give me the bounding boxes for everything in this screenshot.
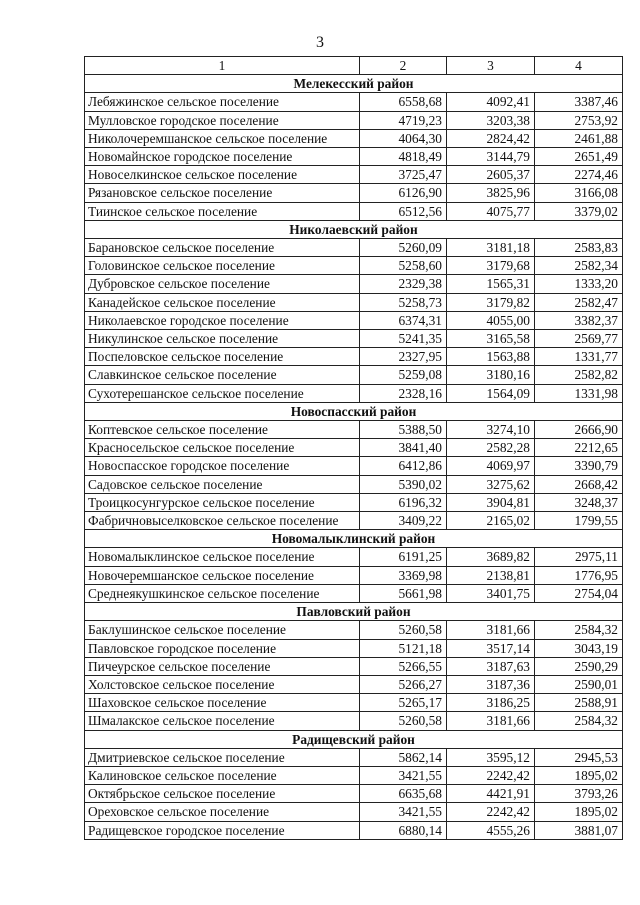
value-col-4: 2584,32 xyxy=(535,621,623,639)
settlement-name: Дмитриевское сельское поселение xyxy=(85,748,360,766)
value-col-3: 3187,63 xyxy=(447,657,535,675)
value-col-4: 2945,53 xyxy=(535,748,623,766)
value-col-3: 2605,37 xyxy=(447,166,535,184)
value-col-3: 1564,09 xyxy=(447,384,535,402)
settlement-name: Рязановское сельское поселение xyxy=(85,184,360,202)
value-col-4: 1895,02 xyxy=(535,766,623,784)
value-col-4: 2461,88 xyxy=(535,129,623,147)
value-col-4: 2753,92 xyxy=(535,111,623,129)
value-col-4: 2651,49 xyxy=(535,148,623,166)
table-row xyxy=(85,766,623,784)
value-col-3: 3517,14 xyxy=(447,639,535,657)
value-col-4: 2583,83 xyxy=(535,239,623,257)
table-row xyxy=(85,548,623,566)
district-header-row xyxy=(85,730,623,748)
value-col-2: 4719,23 xyxy=(360,111,447,129)
table-row xyxy=(85,439,623,457)
value-col-4: 2975,11 xyxy=(535,548,623,566)
value-col-2: 5260,09 xyxy=(360,239,447,257)
allocation-table xyxy=(84,56,623,840)
value-col-3: 2824,42 xyxy=(447,129,535,147)
table-row xyxy=(85,293,623,311)
value-col-4: 1776,95 xyxy=(535,566,623,584)
settlement-name: Новочеремшанское сельское поселение xyxy=(85,566,360,584)
settlement-name: Калиновское сельское поселение xyxy=(85,766,360,784)
table-row xyxy=(85,148,623,166)
district-name: Новоспасский район xyxy=(85,402,623,420)
table-row xyxy=(85,421,623,439)
value-col-4: 2212,65 xyxy=(535,439,623,457)
value-col-3: 3274,10 xyxy=(447,421,535,439)
column-header-1: 1 xyxy=(85,57,360,75)
table-row xyxy=(85,821,623,839)
value-col-2: 5258,60 xyxy=(360,257,447,275)
value-col-2: 3725,47 xyxy=(360,166,447,184)
district-header-row xyxy=(85,603,623,621)
table-row xyxy=(85,129,623,147)
table-row xyxy=(85,257,623,275)
settlement-name: Славкинское сельское поселение xyxy=(85,366,360,384)
settlement-name: Тиинское сельское поселение xyxy=(85,202,360,220)
value-col-2: 5390,02 xyxy=(360,475,447,493)
value-col-2: 5260,58 xyxy=(360,712,447,730)
table-row xyxy=(85,202,623,220)
settlement-name: Николаевское городское поселение xyxy=(85,311,360,329)
value-col-2: 6880,14 xyxy=(360,821,447,839)
table-row xyxy=(85,694,623,712)
value-col-2: 5260,58 xyxy=(360,621,447,639)
value-col-4: 1331,98 xyxy=(535,384,623,402)
value-col-4: 2569,77 xyxy=(535,330,623,348)
table-row xyxy=(85,584,623,602)
value-col-2: 5258,73 xyxy=(360,293,447,311)
value-col-2: 5265,17 xyxy=(360,694,447,712)
value-col-4: 3248,37 xyxy=(535,493,623,511)
value-col-2: 6412,86 xyxy=(360,457,447,475)
settlement-name: Шмалакское сельское поселение xyxy=(85,712,360,730)
value-col-2: 2329,38 xyxy=(360,275,447,293)
value-col-3: 3144,79 xyxy=(447,148,535,166)
value-col-2: 5259,08 xyxy=(360,366,447,384)
value-col-2: 3841,40 xyxy=(360,439,447,457)
settlement-name: Троицкосунгурское сельское поселение xyxy=(85,493,360,511)
value-col-4: 3382,37 xyxy=(535,311,623,329)
district-header-row xyxy=(85,402,623,420)
value-col-4: 3793,26 xyxy=(535,785,623,803)
value-col-4: 3043,19 xyxy=(535,639,623,657)
value-col-4: 3881,07 xyxy=(535,821,623,839)
header-row xyxy=(85,57,623,75)
value-col-3: 3165,58 xyxy=(447,330,535,348)
value-col-4: 2582,34 xyxy=(535,257,623,275)
district-name: Новомалыклинский район xyxy=(85,530,623,548)
district-name: Радищевский район xyxy=(85,730,623,748)
value-col-2: 5266,27 xyxy=(360,675,447,693)
value-col-4: 2590,01 xyxy=(535,675,623,693)
table-row xyxy=(85,566,623,584)
settlement-name: Коптевское сельское поселение xyxy=(85,421,360,439)
value-col-3: 4075,77 xyxy=(447,202,535,220)
value-col-2: 5661,98 xyxy=(360,584,447,602)
value-col-3: 3595,12 xyxy=(447,748,535,766)
table-row xyxy=(85,512,623,530)
value-col-3: 2242,42 xyxy=(447,803,535,821)
settlement-name: Пичеурское сельское поселение xyxy=(85,657,360,675)
value-col-3: 2138,81 xyxy=(447,566,535,584)
district-header-row xyxy=(85,75,623,93)
settlement-name: Среднеякушкинское сельское поселение xyxy=(85,584,360,602)
settlement-name: Павловское городское поселение xyxy=(85,639,360,657)
settlement-name: Баклушинское сельское поселение xyxy=(85,621,360,639)
value-col-2: 6126,90 xyxy=(360,184,447,202)
settlement-name: Дубровское сельское поселение xyxy=(85,275,360,293)
value-col-2: 2327,95 xyxy=(360,348,447,366)
column-header-4: 4 xyxy=(535,57,623,75)
value-col-3: 3181,66 xyxy=(447,712,535,730)
value-col-3: 1565,31 xyxy=(447,275,535,293)
table-row xyxy=(85,348,623,366)
value-col-2: 5266,55 xyxy=(360,657,447,675)
table-row xyxy=(85,475,623,493)
value-col-2: 3421,55 xyxy=(360,803,447,821)
value-col-3: 4555,26 xyxy=(447,821,535,839)
value-col-4: 2590,29 xyxy=(535,657,623,675)
settlement-name: Новомалыклинское сельское поселение xyxy=(85,548,360,566)
value-col-4: 2582,82 xyxy=(535,366,623,384)
value-col-3: 3179,82 xyxy=(447,293,535,311)
settlement-name: Канадейское сельское поселение xyxy=(85,293,360,311)
settlement-name: Красносельское сельское поселение xyxy=(85,439,360,457)
value-col-3: 3689,82 xyxy=(447,548,535,566)
value-col-4: 3166,08 xyxy=(535,184,623,202)
value-col-3: 3275,62 xyxy=(447,475,535,493)
value-col-3: 4092,41 xyxy=(447,93,535,111)
table-row xyxy=(85,311,623,329)
value-col-2: 3409,22 xyxy=(360,512,447,530)
settlement-name: Новоселкинское сельское поселение xyxy=(85,166,360,184)
table-row xyxy=(85,330,623,348)
value-col-3: 3187,36 xyxy=(447,675,535,693)
value-col-4: 2584,32 xyxy=(535,712,623,730)
settlement-name: Шаховское сельское поселение xyxy=(85,694,360,712)
table-row xyxy=(85,93,623,111)
value-col-2: 5121,18 xyxy=(360,639,447,657)
value-col-3: 3180,16 xyxy=(447,366,535,384)
value-col-3: 3181,66 xyxy=(447,621,535,639)
value-col-2: 4064,30 xyxy=(360,129,447,147)
value-col-3: 2165,02 xyxy=(447,512,535,530)
value-col-2: 6196,32 xyxy=(360,493,447,511)
settlement-name: Барановское сельское поселение xyxy=(85,239,360,257)
page-number: 3 xyxy=(316,34,324,51)
settlement-name: Фабричновыселковское сельское поселение xyxy=(85,512,360,530)
value-col-2: 5241,35 xyxy=(360,330,447,348)
district-header-row xyxy=(85,530,623,548)
table-row xyxy=(85,184,623,202)
value-col-4: 1333,20 xyxy=(535,275,623,293)
value-col-4: 2668,42 xyxy=(535,475,623,493)
table-row xyxy=(85,457,623,475)
value-col-3: 3181,18 xyxy=(447,239,535,257)
table-row xyxy=(85,712,623,730)
table-body xyxy=(85,75,623,840)
value-col-2: 6512,56 xyxy=(360,202,447,220)
value-col-3: 2242,42 xyxy=(447,766,535,784)
column-header-3: 3 xyxy=(447,57,535,75)
value-col-2: 2328,16 xyxy=(360,384,447,402)
value-col-3: 3186,25 xyxy=(447,694,535,712)
value-col-2: 6374,31 xyxy=(360,311,447,329)
value-col-2: 6191,25 xyxy=(360,548,447,566)
district-header-row xyxy=(85,220,623,238)
table-row xyxy=(85,748,623,766)
table-row xyxy=(85,275,623,293)
value-col-4: 3390,79 xyxy=(535,457,623,475)
value-col-3: 2582,28 xyxy=(447,439,535,457)
value-col-4: 2274,46 xyxy=(535,166,623,184)
value-col-3: 4421,91 xyxy=(447,785,535,803)
value-col-2: 5862,14 xyxy=(360,748,447,766)
value-col-4: 2666,90 xyxy=(535,421,623,439)
table-row xyxy=(85,657,623,675)
settlement-name: Холстовское сельское поселение xyxy=(85,675,360,693)
value-col-2: 6558,68 xyxy=(360,93,447,111)
table-row xyxy=(85,111,623,129)
value-col-2: 6635,68 xyxy=(360,785,447,803)
district-name: Мелекесский район xyxy=(85,75,623,93)
value-col-2: 5388,50 xyxy=(360,421,447,439)
table-row xyxy=(85,639,623,657)
value-col-4: 1895,02 xyxy=(535,803,623,821)
table-row xyxy=(85,384,623,402)
value-col-3: 3179,68 xyxy=(447,257,535,275)
value-col-3: 3904,81 xyxy=(447,493,535,511)
table-row xyxy=(85,493,623,511)
value-col-4: 2588,91 xyxy=(535,694,623,712)
value-col-3: 3203,38 xyxy=(447,111,535,129)
settlement-name: Поспеловское сельское поселение xyxy=(85,348,360,366)
value-col-4: 3387,46 xyxy=(535,93,623,111)
value-col-4: 1331,77 xyxy=(535,348,623,366)
value-col-4: 3379,02 xyxy=(535,202,623,220)
settlement-name: Сухотерешанское сельское поселение xyxy=(85,384,360,402)
value-col-4: 2582,47 xyxy=(535,293,623,311)
value-col-3: 4055,00 xyxy=(447,311,535,329)
settlement-name: Никулинское сельское поселение xyxy=(85,330,360,348)
value-col-3: 1563,88 xyxy=(447,348,535,366)
value-col-3: 3825,96 xyxy=(447,184,535,202)
settlement-name: Новомайнское городское поселение xyxy=(85,148,360,166)
table-row xyxy=(85,166,623,184)
table-row xyxy=(85,785,623,803)
table-row xyxy=(85,675,623,693)
table-row xyxy=(85,803,623,821)
value-col-3: 3401,75 xyxy=(447,584,535,602)
value-col-3: 4069,97 xyxy=(447,457,535,475)
settlement-name: Головинское сельское поселение xyxy=(85,257,360,275)
table-row xyxy=(85,621,623,639)
column-header-2: 2 xyxy=(360,57,447,75)
value-col-4: 1799,55 xyxy=(535,512,623,530)
district-name: Николаевский район xyxy=(85,220,623,238)
value-col-2: 3369,98 xyxy=(360,566,447,584)
table-row xyxy=(85,239,623,257)
settlement-name: Садовское сельское поселение xyxy=(85,475,360,493)
value-col-2: 3421,55 xyxy=(360,766,447,784)
value-col-4: 2754,04 xyxy=(535,584,623,602)
settlement-name: Лебяжинское сельское поселение xyxy=(85,93,360,111)
settlement-name: Новоспасское городское поселение xyxy=(85,457,360,475)
settlement-name: Мулловское городское поселение xyxy=(85,111,360,129)
settlement-name: Ореховское сельское поселение xyxy=(85,803,360,821)
settlement-name: Радищевское городское поселение xyxy=(85,821,360,839)
settlement-name: Октябрьское сельское поселение xyxy=(85,785,360,803)
district-name: Павловский район xyxy=(85,603,623,621)
settlement-name: Николочеремшанское сельское поселение xyxy=(85,129,360,147)
value-col-2: 4818,49 xyxy=(360,148,447,166)
table-row xyxy=(85,366,623,384)
